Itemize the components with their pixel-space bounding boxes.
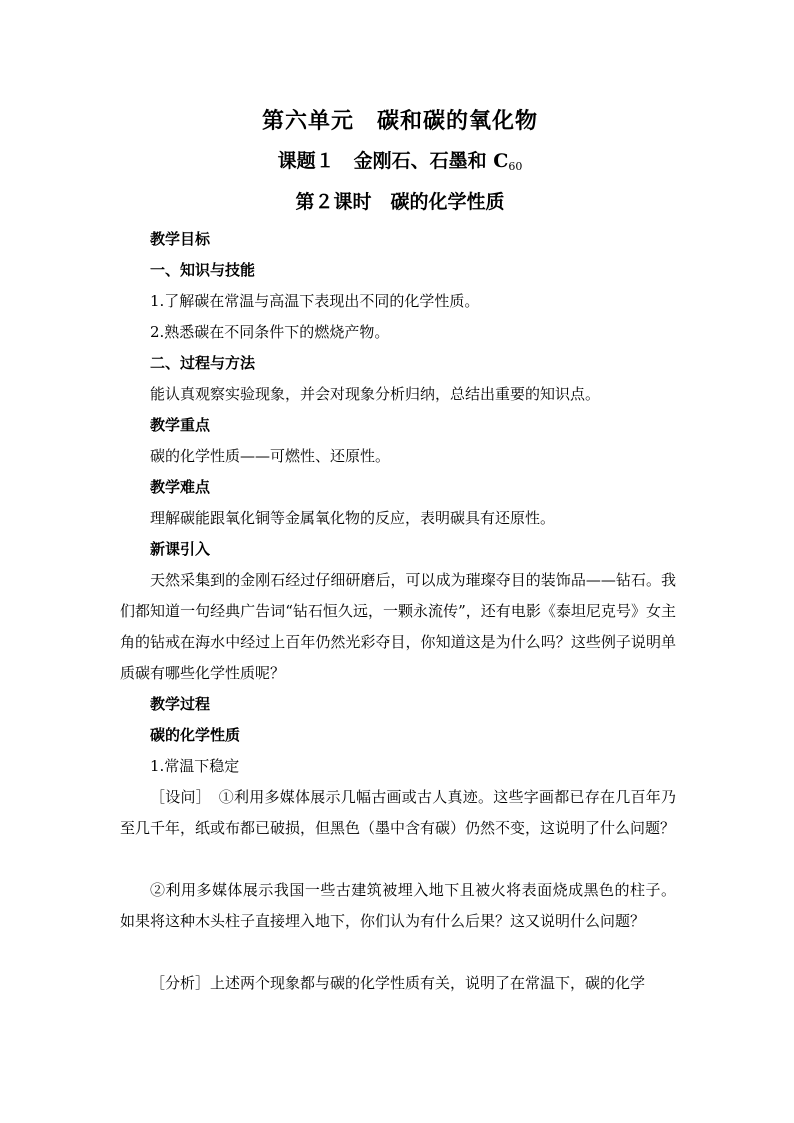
analysis-paragraph: ［分析］上述两个现象都与碳的化学性质有关，说明了在常温下，碳的化学 [150, 974, 646, 992]
question-paragraph-1: ［设问］ ①利用多媒体展示几幅古画或古人真迹。这些字画都已存在几百年乃至几千年，纸或布都已破损，但黑色（墨中含有碳）仍然不变，这说明了什么问题？ [120, 788, 676, 837]
lesson-title [120, 146, 680, 173]
knowledge-item-1: 1.了解碳在常温与高温下表现出不同的化学性质。 [150, 292, 480, 310]
heading-intro: 新课引入 [150, 540, 211, 558]
period-title: 第２课时 碳的化学性质 [295, 191, 505, 213]
heading-process: 二、过程与方法 [150, 354, 256, 372]
unit-title: 第六单元 碳和碳的氧化物 [261, 108, 538, 134]
intro-paragraph: 天然采集到的金刚石经过仔细研磨后，可以成为璀璨夺目的装饰品——钻石。我们都知道一句经典广告词“钻石恒久远，一颗永流传”，还有电影《泰坦尼克号》女主角的钻戒在海水中经过上百年仍然光彩夺目，你知道这是为什么吗？这些例子说明单质碳有哪些化学性质呢？ [120, 571, 676, 682]
key-point-text: 碳的化学性质——可燃性、还原性。 [150, 447, 391, 465]
question-paragraph-2: ②利用多媒体展示我国一些古建筑被埋入地下且被火将表面烧成黑色的柱子。 如果将这种木头柱子直接埋入地下，你们认为有什么后果？这又说明什么问题？ [120, 881, 676, 930]
heading-teaching-process: 教学过程 [150, 695, 211, 713]
heading-carbon-properties: 碳的化学性质 [150, 726, 241, 744]
lesson-title-subscript: 60 [508, 160, 523, 173]
difficulty-text: 理解碳能跟氧化铜等金属氧化物的反应，表明碳具有还原性。 [150, 509, 556, 527]
lesson-title-text: 课题１ 金刚石、石墨和 C [277, 150, 509, 172]
section-stable: 1.常温下稳定 [150, 757, 240, 775]
heading-knowledge: 一、知识与技能 [150, 261, 256, 279]
process-text: 能认真观察实验现象，并会对现象分析归纳，总结出重要的知识点。 [150, 385, 601, 403]
heading-difficulty: 教学难点 [150, 478, 211, 496]
heading-goals: 教学目标 [150, 230, 211, 248]
knowledge-item-2: 2.熟悉碳在不同条件下的燃烧产物。 [150, 323, 390, 341]
heading-key-point: 教学重点 [150, 416, 211, 434]
